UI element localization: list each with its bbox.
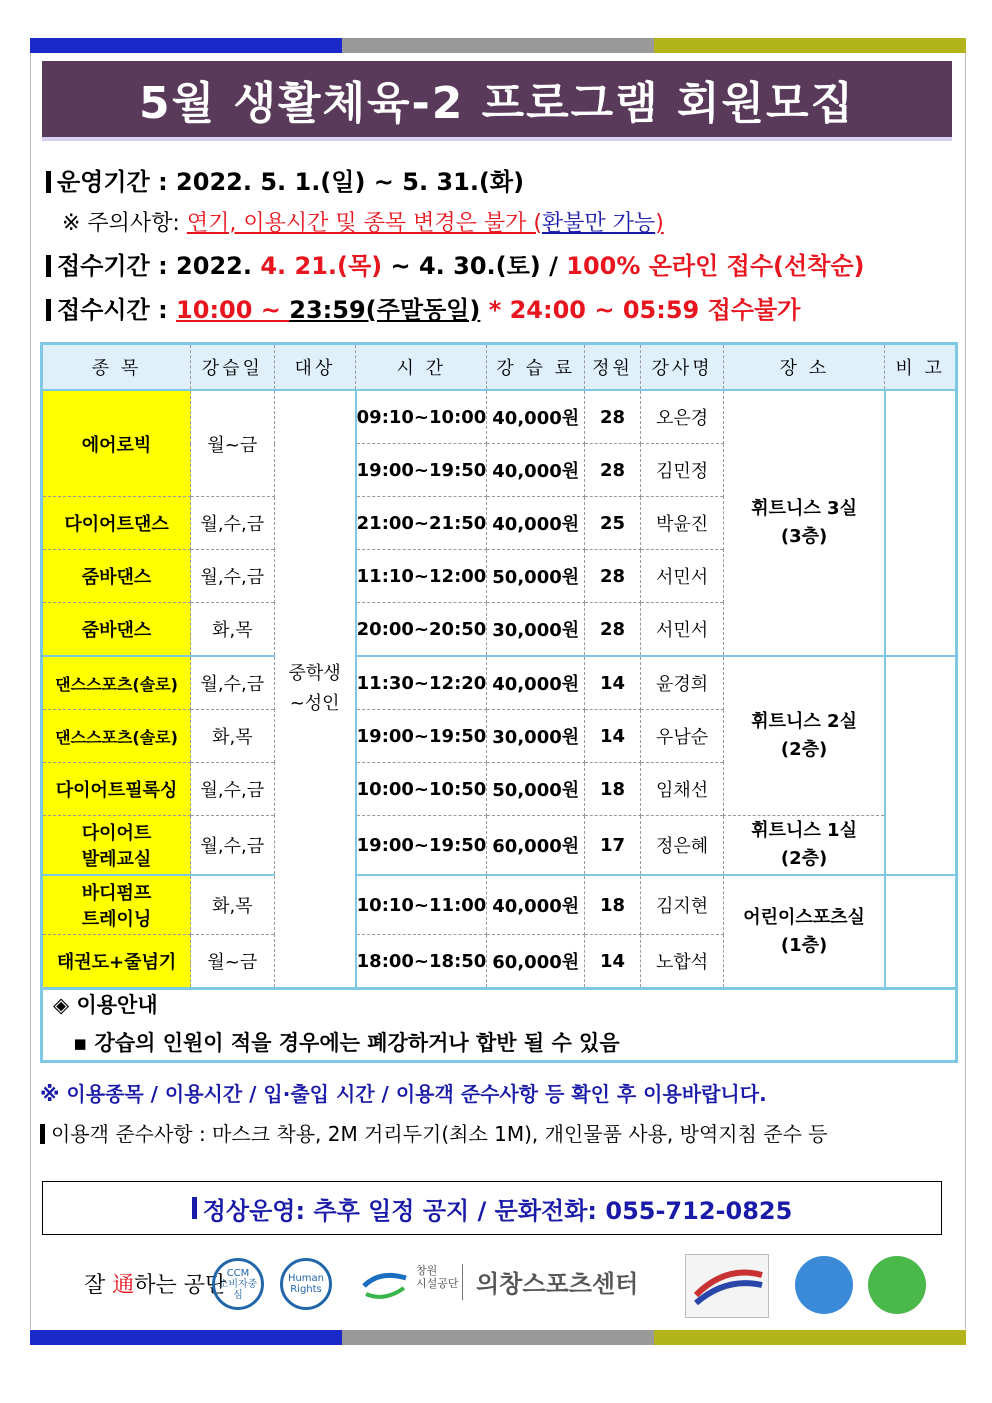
top-stripe xyxy=(30,38,966,53)
slogan: 잘 通하는 공단 xyxy=(84,1273,227,1298)
table-header: 종 목 강습일 대상 시 간 강 습 료 정원 강사명 장 소 비 고 xyxy=(42,344,957,391)
bullet-bar-icon xyxy=(40,1124,45,1144)
place-cell: 휘트니스 3실 (3층) xyxy=(724,390,885,656)
remark-cell xyxy=(885,390,957,656)
caution-line: ※ 주의사항: 연기, 이용시간 및 종목 변경은 불가 (환불만 가능) xyxy=(62,211,664,236)
table-row: 줌바댄스 월,수,금 11:10~12:00 50,000원 28 서민서 xyxy=(42,550,957,603)
bullet-bar-icon xyxy=(46,171,51,193)
operation-period: 운영기간 : 2022. 5. 1.(일) ~ 5. 31.(화) xyxy=(46,162,524,197)
table-row: 에어로빅 월~금 중학생 ~성인 09:10~10:00 40,000원 28 오은경 휘트니스 3실 (3층) xyxy=(42,390,957,444)
center-name: 의창스포츠센터 xyxy=(476,1270,639,1298)
table-row: 줌바댄스 화,목 20:00~20:50 30,000원 28 서민서 xyxy=(42,603,957,657)
footer-logos xyxy=(40,1250,958,1320)
bullet-bar-icon xyxy=(192,1197,197,1219)
notice-rules: 이용객 준수사항 : 마스크 착용, 2M 거리두기(최소 1M), 개인물품 사용, 방역지침 준수 등 xyxy=(40,1118,828,1147)
place-cell: 휘트니스 2실 (2층) xyxy=(724,656,885,816)
table-row: 댄스스포츠(솔로) 월,수,금 11:30~12:20 40,000원 14 윤경희 휘트니스 2실 (2층) xyxy=(42,656,957,710)
bullet-bar-icon xyxy=(46,299,51,321)
mascot-blue-icon xyxy=(795,1256,853,1314)
place-cell: 어린이스포츠실 (1층) xyxy=(724,875,885,989)
org-name: 창원 시설공단 xyxy=(416,1264,459,1290)
guide-item: ▪ 강습의 인원이 적을 경우에는 폐강하거나 합반 될 수 있음 xyxy=(73,1031,620,1055)
table-row: 바디펌프 트레이닝 화,목 10:10~11:00 40,000원 18 김지현 어린이스포츠실 (1층) xyxy=(42,875,957,935)
table-row: 다이어트 발레교실 월,수,금 19:00~19:50 60,000원 17 정은혜 휘트니스 1실 (2층) xyxy=(42,816,957,876)
notice-usage: ※ 이용종목 / 이용시간 / 입·출입 시간 / 이용객 준수사항 등 확인 후 이용바랍니다. xyxy=(40,1082,767,1106)
contact-box: 정상운영: 추후 일정 공지 / 문화전화: 055-712-0825 xyxy=(42,1181,942,1235)
table-row: 다이어트필록싱 월,수,금 10:00~10:50 50,000원 18 임채선 xyxy=(42,763,957,816)
table-row: 다이어트댄스 월,수,금 21:00~21:50 40,000원 25 박윤진 xyxy=(42,497,957,550)
mascot-green-icon xyxy=(868,1256,926,1314)
service-quality-emblem-icon xyxy=(685,1254,769,1318)
bottom-stripe xyxy=(30,1330,966,1345)
target-cell: 중학생 ~성인 xyxy=(274,390,356,989)
human-rights-badge-icon: Human Rights xyxy=(280,1258,332,1310)
guide-title: ◈ 이용안내 xyxy=(53,993,158,1017)
table-row: 19:00~19:50 40,000원 28 김민정 xyxy=(42,444,957,497)
divider xyxy=(462,1264,463,1300)
usage-guide xyxy=(40,983,958,1063)
table-row: 태권도+줄넘기 월~금 18:00~18:50 60,000원 14 노합석 xyxy=(42,935,957,989)
org-logo-icon xyxy=(360,1268,410,1302)
remark-cell xyxy=(885,875,957,989)
reception-time: 접수시간 : 10:00 ~ 23:59(주말동일) * 24:00 ~ 05:59 접수불가 xyxy=(46,290,800,325)
table-row: 댄스스포츠(솔로) 화,목 19:00~19:50 30,000원 14 우남순 xyxy=(42,710,957,763)
schedule-table xyxy=(40,342,958,990)
page-title: 5월 생활체육-2 프로그램 회원모집 xyxy=(42,61,952,141)
bullet-bar-icon xyxy=(46,255,51,277)
ccm-badge-icon: CCM 소비자중심 xyxy=(212,1258,264,1310)
remark-cell xyxy=(885,656,957,875)
reception-period: 접수기간 : 2022. 4. 21.(목) ~ 4. 30.(토) / 100% 온라인 접수(선착순) xyxy=(46,246,865,281)
place-cell: 휘트니스 1실 (2층) xyxy=(724,816,885,876)
